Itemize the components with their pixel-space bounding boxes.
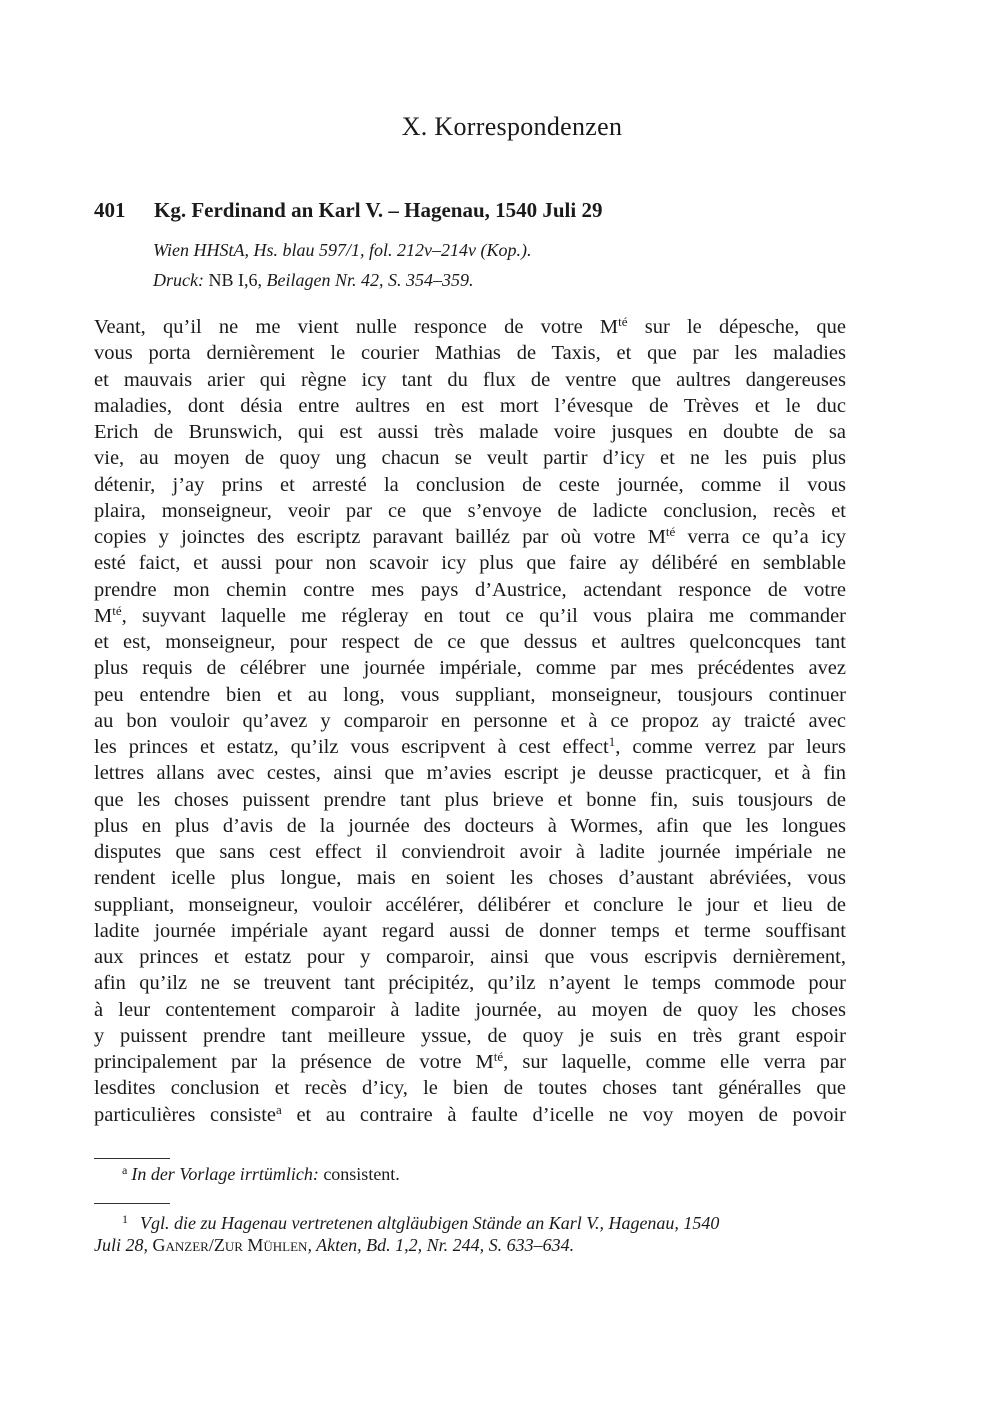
body-line: esté faict, et aussi pour non scavoir icy plus que faire ay délibéré en semblable bbox=[94, 552, 846, 575]
footnote-1-text-part1: Vgl. die zu Hagenau vertretenen altgläubigen Stände an Karl V., Hagenau, 1540 bbox=[140, 1213, 720, 1233]
footnote-rule-numbers bbox=[94, 1203, 170, 1204]
body-line: y puissent prendre tant meilleure yssue, de quoy je suis en très grant espoir bbox=[94, 1024, 846, 1047]
footnote-a-italic: In der Vorlage irrtümlich: bbox=[131, 1164, 319, 1184]
footnote-a-label: a bbox=[122, 1163, 128, 1177]
footnote-a bbox=[122, 1163, 400, 1185]
footnote-1-text-part3: , Akten, Bd. 1,2, Nr. 244, S. 633–634. bbox=[307, 1235, 575, 1255]
footnote-1 bbox=[94, 1208, 846, 1256]
body-line: et mauvais arier qui règne icy tant du flux de ventre que aultres dangereuses bbox=[94, 368, 846, 391]
superscript-mark: 1 bbox=[608, 734, 616, 749]
superscript-mark: té bbox=[112, 602, 122, 618]
body-line: prendre mon chemin contre mes pays d’Austrice, actendant responce de votre bbox=[94, 578, 846, 601]
footnote-1-authors: Ganzer/Zur Mühlen bbox=[152, 1235, 308, 1255]
body-line: lesdites conclusion et recès d’icy, le bien de toutes choses tant généralles que bbox=[94, 1077, 846, 1100]
body-line: suppliant, monseigneur, vouloir accélérer, délibérer et conclure le jour et lieu de bbox=[94, 893, 846, 916]
footnote-1-text-part2: Juli 28, bbox=[94, 1235, 148, 1255]
body-line: détenir, j’ay prins et arresté la conclusion de ceste journée, comme il vous bbox=[94, 473, 846, 496]
footnote-1-label: 1 bbox=[122, 1212, 128, 1226]
body-line: plus requis de célébrer une journée impériale, comme par mes précédentes avez bbox=[94, 657, 846, 680]
body-line: Erich de Brunswich, qui est aussi très malade voire jusques en doubte de sa bbox=[94, 421, 846, 443]
body-line: aux princes et estatz pour y comparoir, ainsi que vous escripvis dernièrement, bbox=[94, 946, 846, 968]
source-print bbox=[153, 270, 473, 291]
body-line: et est, monseigneur, pour respect de ce que dessus et aultres quelconcques tant bbox=[94, 631, 846, 653]
footnote-rule-letters bbox=[94, 1158, 170, 1159]
body-line: maladies, dont désia entre aultres en est mort l’évesque de Trèves et le duc bbox=[94, 394, 846, 417]
superscript-mark: té bbox=[665, 524, 676, 539]
body-line: lettres allans avec cestes, ainsi que m’avies escript je deusse practicquer, et à fin bbox=[94, 762, 846, 785]
document-heading bbox=[94, 198, 602, 223]
body-line: les princes et estatz, qu’ilz vous escripvent à cest effect$^1$, comme verrez par leurs bbox=[94, 734, 846, 758]
body-line: rendent icelle plus longue, mais en soient les choses d’austant abréviées, vous bbox=[94, 867, 846, 890]
superscript-mark: a bbox=[276, 1101, 282, 1117]
superscript-mark: té bbox=[493, 1049, 504, 1064]
body-line: plaira, monseigneur, veoir par ce que s’envoye de ladicte conclusion, recès et bbox=[94, 499, 846, 522]
body-line: vous porta dernièrement le courier Mathias de Taxis, et que par les maladies bbox=[94, 342, 846, 365]
body-line: peu entendre bien et au long, vous suppliant, monseigneur, tousjours continuer bbox=[94, 683, 846, 706]
body-line: plus en plus d’avis de la journée des docteurs à Wormes, afin que les longues bbox=[94, 814, 846, 837]
body-line: copies y joinctes des escriptz paravant bailléz par où votre $M^{té}$ verra ce qu’a icy bbox=[94, 524, 846, 548]
letter-body bbox=[94, 314, 846, 1128]
body-line: ladite journée impériale ayant regard aussi de donner temps et terme souffisant bbox=[94, 919, 846, 942]
chapter-title: X. Korrespondenzen bbox=[401, 112, 623, 141]
body-line: au bon vouloir qu’avez y comparoir en personne et à ce propoz ay traicté avec bbox=[94, 709, 846, 732]
body-line: particulières consiste$^a$ et au contraire à faulte d’icelle ne voy moyen de povoir bbox=[94, 1101, 846, 1126]
print-rest: Beilagen Nr. 42, S. 354–359. bbox=[266, 270, 474, 290]
body-line: vie, au moyen de quoy ung chacun se veult partir d’icy et ne les puis plus bbox=[94, 447, 846, 470]
body-line: principalement par la présence de votre $M^{té}$, sur laquelle, comme elle verra par bbox=[94, 1049, 846, 1073]
body-line: à leur contentement comparoir à ladite journée, au moyen de quoy les choses bbox=[94, 998, 846, 1021]
superscript-mark: té bbox=[618, 314, 628, 329]
body-line: que les choses puissent prendre tant plus brieve et bonne fin, suis tousjours de bbox=[94, 788, 846, 811]
source-archive: Wien HHStA, Hs. blau 597/1, fol. 212v–214v (Kop.). bbox=[153, 240, 532, 260]
print-ref: NB I,6, bbox=[208, 270, 262, 290]
body-line: $M^{té}$, suyvant laquelle me régleray en tout ce qu’il vous plaira me commander bbox=[94, 602, 846, 627]
body-line: Veant, qu’il ne me vient nulle responce de votre $M^{té}$ sur le dépesche, que bbox=[94, 314, 846, 338]
body-line: afin qu’ilz ne se treuvent tant précipitéz, qu’ilz n’ayent le temps commode pour bbox=[94, 972, 846, 995]
document-number: 401 bbox=[94, 198, 126, 222]
body-line: disputes que sans cest effect il conviendroit avoir à ladite journée impériale ne bbox=[94, 841, 846, 863]
document-title: Kg. Ferdinand an Karl V. – Hagenau, 1540 Juli 29 bbox=[154, 198, 603, 222]
footnote-a-text: consistent. bbox=[323, 1164, 400, 1184]
print-prefix: Druck: bbox=[153, 270, 204, 290]
